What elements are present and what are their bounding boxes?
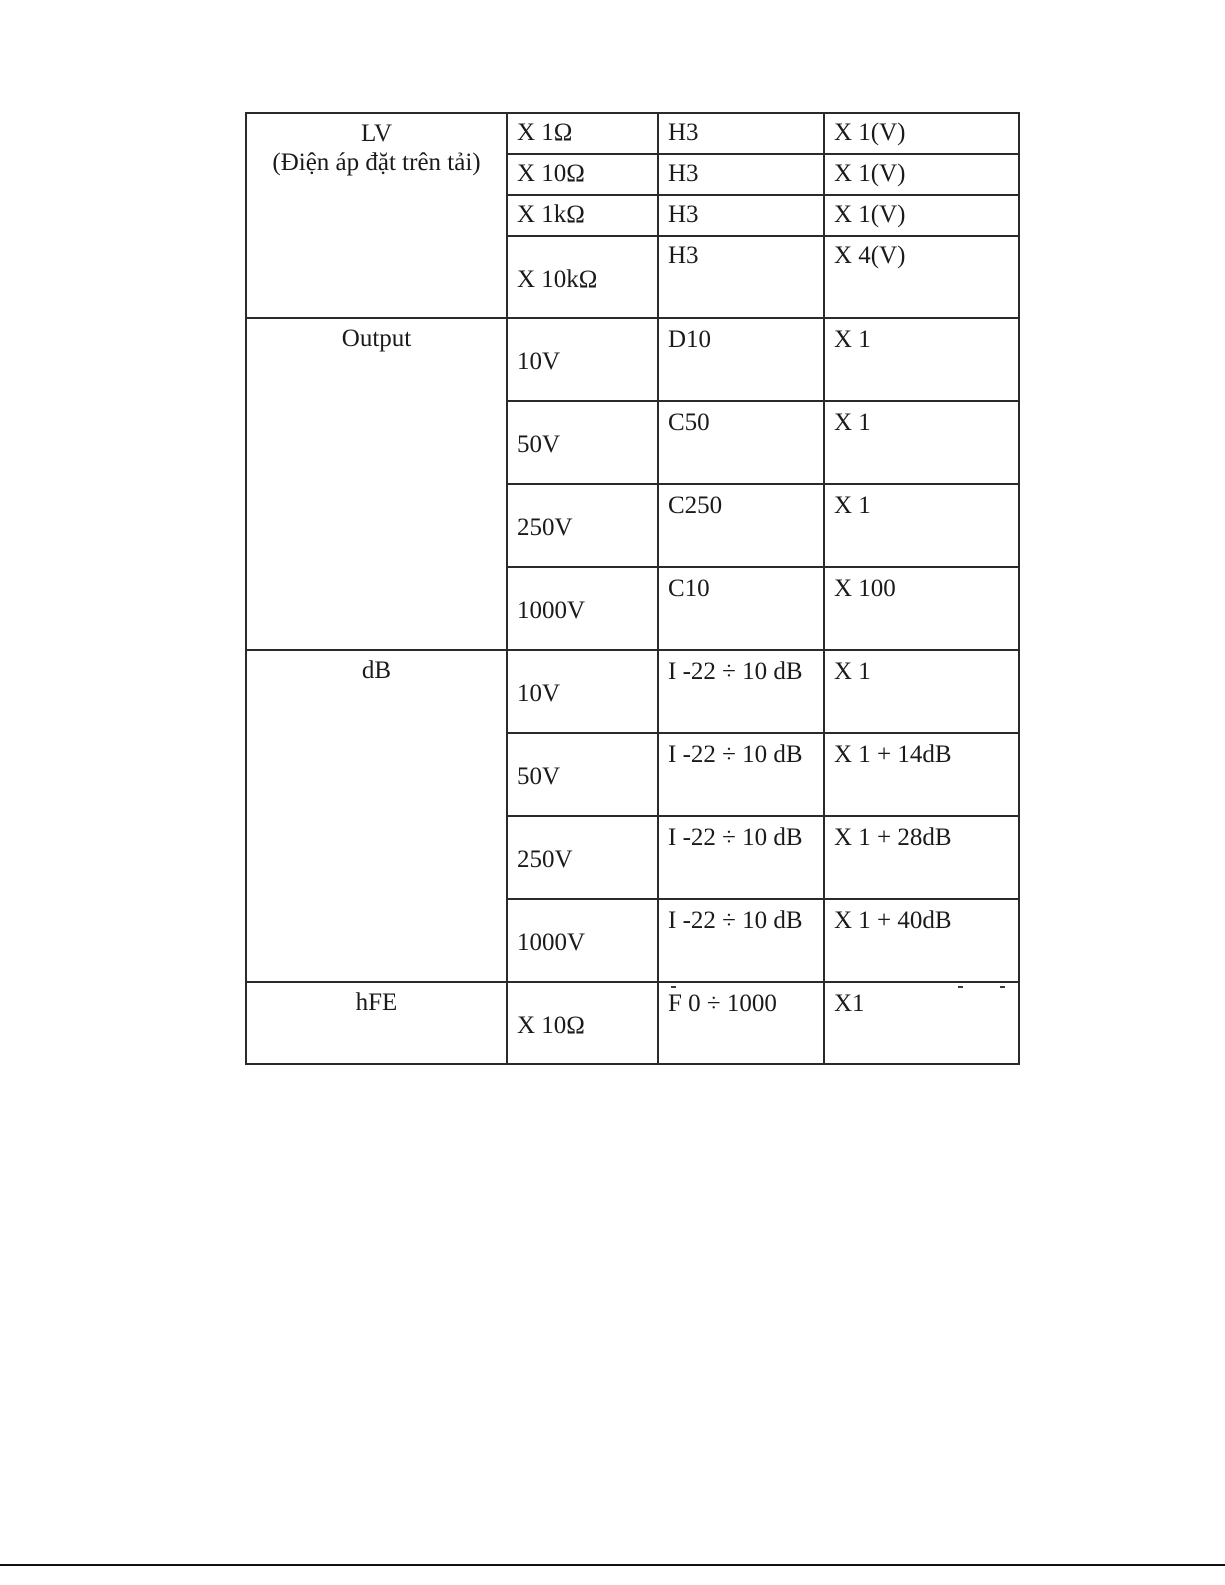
- mode-label: hFE: [355, 989, 398, 1016]
- multiplier-cell: X 1(V): [824, 154, 1019, 195]
- mode-cell-output: [246, 318, 507, 650]
- scale-cell: I -22 ÷ 10 dB: [658, 733, 824, 816]
- multiplier-cell: X 1(V): [824, 113, 1019, 154]
- mode-note: (Điện áp đặt trên tải): [272, 148, 481, 176]
- scale-cell: I -22 ÷ 10 dB: [658, 899, 824, 982]
- scale-cell: D10: [658, 318, 824, 401]
- table-row: [246, 113, 1019, 154]
- range-cell: 10V: [507, 650, 658, 733]
- range-cell: X 10Ω: [507, 154, 658, 195]
- range-cell: X 10kΩ: [507, 236, 658, 318]
- multiplier-cell: X 1 + 14dB: [824, 733, 1019, 816]
- range-cell: 50V: [507, 401, 658, 484]
- scale-cell: H3: [658, 113, 824, 154]
- scan-artifact-mark: [958, 986, 963, 988]
- multiplier-cell: X 4(V): [824, 236, 1019, 318]
- multiplier-cell: X 1 + 28dB: [824, 816, 1019, 899]
- scan-artifact-mark: [671, 986, 676, 988]
- scan-artifact-mark: [1000, 986, 1005, 988]
- scale-cell: F 0 ÷ 1000: [658, 982, 824, 1064]
- scale-cell: I -22 ÷ 10 dB: [658, 650, 824, 733]
- scale-cell: C10: [658, 567, 824, 650]
- page-bottom-rule: [0, 1564, 1225, 1566]
- mode-label: LV: [360, 120, 393, 147]
- table-row: [246, 982, 1019, 1064]
- scale-cell: I -22 ÷ 10 dB: [658, 816, 824, 899]
- table-row: [246, 318, 1019, 401]
- range-cell: X 1kΩ: [507, 195, 658, 236]
- multiplier-cell: X 100: [824, 567, 1019, 650]
- range-cell: 250V: [507, 484, 658, 567]
- scale-cell: C250: [658, 484, 824, 567]
- scale-cell: H3: [658, 195, 824, 236]
- multiplier-cell: X 1: [824, 484, 1019, 567]
- multiplier-cell: X1: [824, 982, 1019, 1064]
- range-cell: X 10Ω: [507, 982, 658, 1064]
- mode-cell-hfe: [246, 982, 507, 1064]
- scale-cell: H3: [658, 154, 824, 195]
- multiplier-cell: X 1: [824, 401, 1019, 484]
- range-cell: 10V: [507, 318, 658, 401]
- range-cell: 250V: [507, 816, 658, 899]
- range-cell: 1000V: [507, 899, 658, 982]
- mode-label: Output: [341, 325, 412, 352]
- table-row: [246, 650, 1019, 733]
- multiplier-cell: X 1(V): [824, 195, 1019, 236]
- scale-cell: C50: [658, 401, 824, 484]
- multiplier-cell: X 1: [824, 318, 1019, 401]
- range-cell: 50V: [507, 733, 658, 816]
- mode-cell-db: [246, 650, 507, 982]
- range-cell: X 1Ω: [507, 113, 658, 154]
- scale-cell: H3: [658, 236, 824, 318]
- multiplier-cell: X 1: [824, 650, 1019, 733]
- measurement-table: [245, 112, 1020, 1065]
- multiplier-cell: X 1 + 40dB: [824, 899, 1019, 982]
- range-cell: 1000V: [507, 567, 658, 650]
- mode-label: dB: [361, 657, 392, 684]
- mode-cell-lv: [246, 113, 507, 318]
